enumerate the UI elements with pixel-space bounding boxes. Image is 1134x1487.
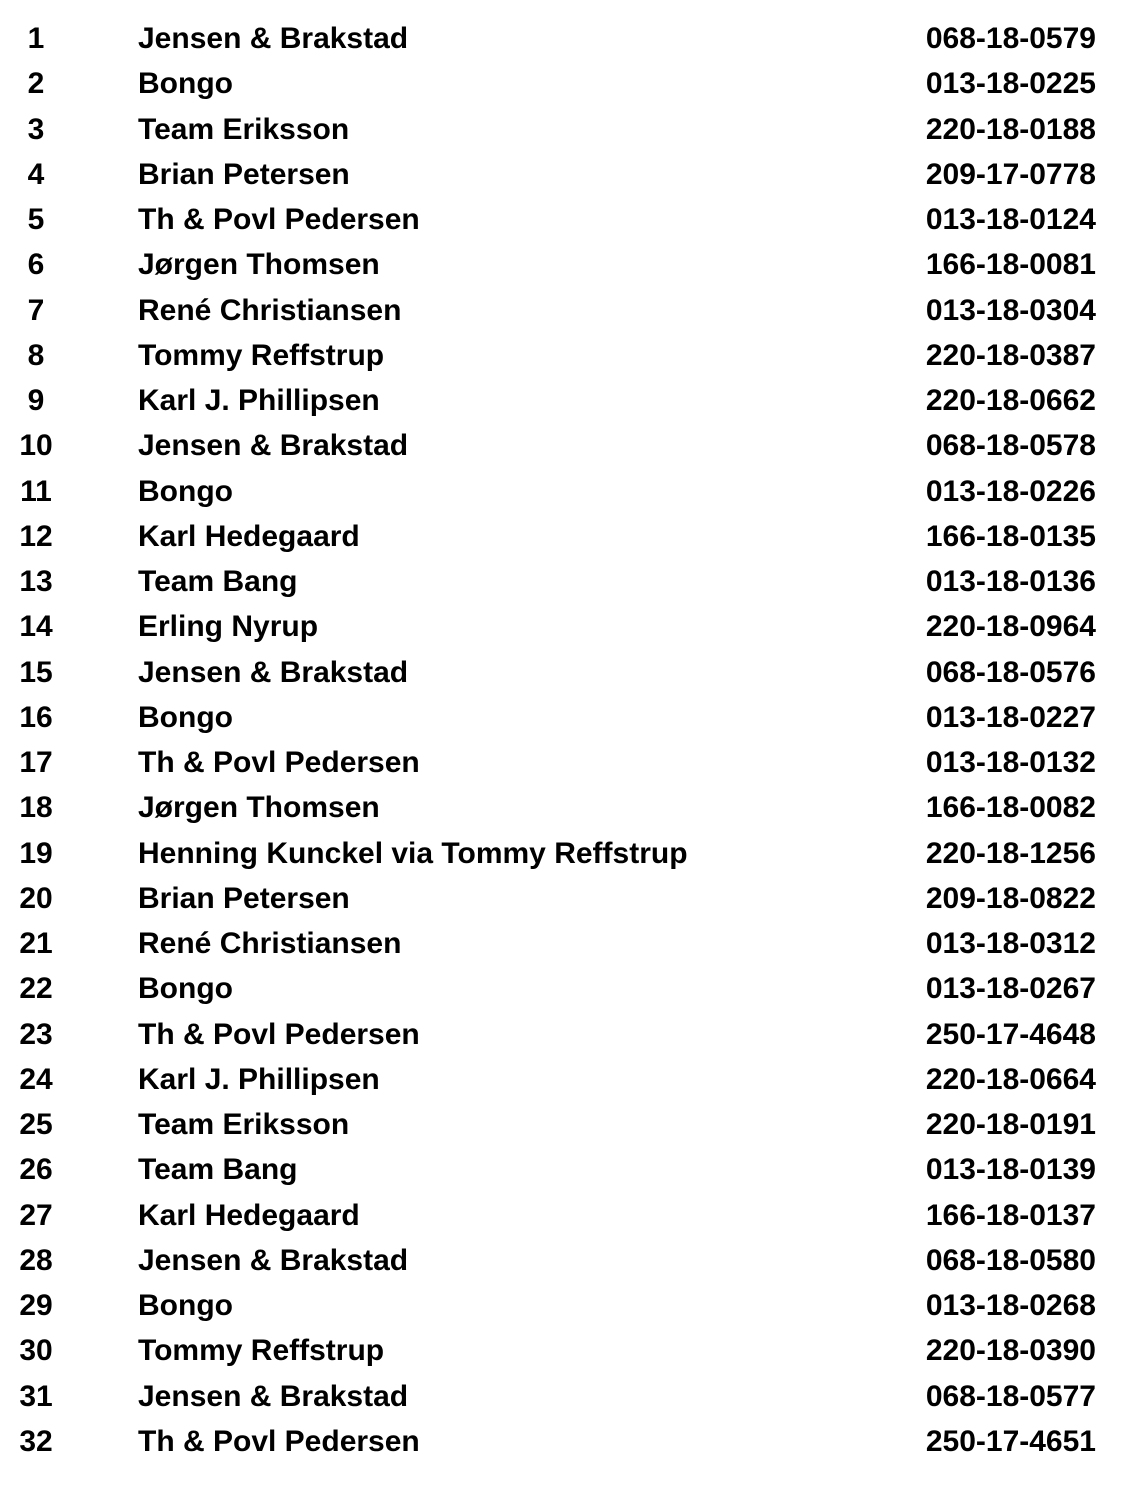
row-name: Karl J. Phillipsen xyxy=(138,384,380,417)
row-name: Th & Povl Pedersen xyxy=(138,203,420,236)
row-name: Team Bang xyxy=(138,565,298,598)
row-code: 013-18-0227 xyxy=(925,700,1096,734)
row-number: 32 xyxy=(19,1424,53,1458)
row-number: 23 xyxy=(19,1017,53,1051)
row-code: 220-18-0964 xyxy=(925,610,1096,644)
row-name: Bongo xyxy=(138,700,233,734)
list-row xyxy=(0,1012,1134,1057)
row-code: 013-18-0139 xyxy=(925,1153,1096,1187)
list-row xyxy=(0,469,1134,514)
list-row xyxy=(0,966,1134,1011)
row-number: 9 xyxy=(27,384,45,417)
list-row xyxy=(0,876,1134,921)
row-number: 26 xyxy=(19,1153,53,1187)
row-name: Brian Petersen xyxy=(138,157,350,191)
row-code: 013-18-0268 xyxy=(925,1289,1096,1322)
row-number: 8 xyxy=(27,338,45,372)
row-number: 14 xyxy=(19,610,53,644)
list-row xyxy=(0,740,1134,785)
row-name: Erling Nyrup xyxy=(138,610,319,644)
row-name: Karl J. Phillipsen xyxy=(138,1062,380,1096)
list-row xyxy=(0,378,1134,423)
row-number: 12 xyxy=(19,519,53,553)
row-code: 166-18-0082 xyxy=(925,791,1096,825)
row-name: Henning Kunckel via Tommy Reffstrup xyxy=(138,836,688,870)
row-code: 220-18-0188 xyxy=(925,112,1096,146)
row-number: 19 xyxy=(19,836,53,870)
row-number: 15 xyxy=(19,655,53,689)
list-row xyxy=(0,785,1134,830)
row-number: 3 xyxy=(27,112,45,146)
row-code: 220-18-0387 xyxy=(925,338,1096,372)
list-row xyxy=(0,107,1134,152)
row-code: 068-18-0580 xyxy=(925,1243,1096,1277)
row-name: Team Bang xyxy=(138,1153,298,1187)
row-code: 013-18-0132 xyxy=(925,746,1096,779)
row-code: 068-18-0578 xyxy=(925,429,1096,463)
row-number: 17 xyxy=(19,746,53,779)
entry-list xyxy=(0,16,1134,1464)
list-row xyxy=(0,604,1134,649)
row-code: 013-18-0267 xyxy=(925,972,1096,1006)
row-name: Bongo xyxy=(138,474,233,508)
row-number: 30 xyxy=(19,1334,53,1368)
row-name: Th & Povl Pedersen xyxy=(138,1017,420,1051)
row-name: Jensen & Brakstad xyxy=(138,429,409,463)
row-name: Th & Povl Pedersen xyxy=(138,1424,420,1458)
list-row xyxy=(0,152,1134,197)
list-row xyxy=(0,559,1134,604)
list-row xyxy=(0,1283,1134,1328)
row-code: 166-18-0081 xyxy=(925,248,1096,282)
row-name: Karl Hedegaard xyxy=(138,1198,360,1232)
list-row xyxy=(0,1374,1134,1419)
list-row xyxy=(0,695,1134,740)
row-name: Tommy Reffstrup xyxy=(138,338,385,372)
row-code: 068-18-0577 xyxy=(925,1379,1096,1413)
row-number: 28 xyxy=(19,1243,53,1277)
row-code: 209-17-0778 xyxy=(925,157,1096,191)
row-number: 7 xyxy=(27,293,45,327)
list-row xyxy=(0,1328,1134,1373)
row-code: 068-18-0579 xyxy=(925,22,1096,55)
list-row xyxy=(0,1193,1134,1238)
row-name: Team Eriksson xyxy=(138,1108,350,1141)
row-number: 31 xyxy=(19,1379,53,1413)
row-number: 25 xyxy=(19,1108,53,1141)
row-name: Tommy Reffstrup xyxy=(138,1334,385,1368)
list-row xyxy=(0,1057,1134,1102)
row-code: 250-17-4651 xyxy=(925,1424,1096,1458)
row-number: 6 xyxy=(27,248,45,282)
row-name: René Christiansen xyxy=(138,927,402,960)
row-code: 220-18-0191 xyxy=(925,1108,1096,1141)
row-code: 220-18-0664 xyxy=(925,1062,1096,1096)
row-number: 16 xyxy=(19,700,53,734)
row-number: 24 xyxy=(19,1062,53,1096)
list-row xyxy=(0,242,1134,287)
row-name: Bongo xyxy=(138,1289,233,1322)
row-code: 220-18-0390 xyxy=(925,1334,1096,1368)
row-name: Karl Hedegaard xyxy=(138,519,360,553)
row-name: Team Eriksson xyxy=(138,112,350,146)
row-code: 166-18-0135 xyxy=(925,519,1096,553)
list-row xyxy=(0,333,1134,378)
row-number: 1 xyxy=(27,22,45,55)
row-code: 013-18-0124 xyxy=(925,203,1096,236)
row-number: 4 xyxy=(27,157,45,191)
row-code: 013-18-0304 xyxy=(925,293,1096,327)
row-code: 013-18-0225 xyxy=(925,67,1096,101)
row-code: 013-18-0226 xyxy=(925,474,1096,508)
row-number: 20 xyxy=(19,881,53,915)
list-row xyxy=(0,921,1134,966)
list-row xyxy=(0,61,1134,106)
list-row xyxy=(0,288,1134,333)
list-row xyxy=(0,650,1134,695)
row-code: 068-18-0576 xyxy=(925,655,1096,689)
list-row xyxy=(0,831,1134,876)
row-name: René Christiansen xyxy=(138,293,402,327)
list-row xyxy=(0,1102,1134,1147)
row-code: 013-18-0136 xyxy=(925,565,1096,598)
row-name: Jensen & Brakstad xyxy=(138,22,409,55)
row-code: 250-17-4648 xyxy=(925,1017,1096,1051)
list-row xyxy=(0,16,1134,61)
row-name: Jensen & Brakstad xyxy=(138,1243,409,1277)
row-name: Jensen & Brakstad xyxy=(138,1379,409,1413)
row-number: 27 xyxy=(19,1198,53,1232)
row-number: 2 xyxy=(27,67,45,101)
list-row xyxy=(0,423,1134,468)
row-number: 29 xyxy=(19,1289,53,1322)
row-code: 220-18-1256 xyxy=(925,836,1096,870)
list-row xyxy=(0,514,1134,559)
row-code: 209-18-0822 xyxy=(925,881,1096,915)
row-name: Bongo xyxy=(138,972,233,1006)
row-number: 5 xyxy=(27,203,45,236)
row-name: Jensen & Brakstad xyxy=(138,655,409,689)
list-row xyxy=(0,197,1134,242)
row-number: 22 xyxy=(19,972,53,1006)
row-code: 166-18-0137 xyxy=(925,1198,1096,1232)
row-name: Th & Povl Pedersen xyxy=(138,746,420,779)
row-name: Brian Petersen xyxy=(138,881,350,915)
row-code: 220-18-0662 xyxy=(925,384,1096,417)
row-number: 10 xyxy=(19,429,53,463)
list-row xyxy=(0,1419,1134,1464)
list-row xyxy=(0,1238,1134,1283)
list-row xyxy=(0,1147,1134,1192)
row-number: 11 xyxy=(20,474,52,508)
row-name: Bongo xyxy=(138,67,233,101)
row-code: 013-18-0312 xyxy=(925,927,1096,960)
row-number: 18 xyxy=(19,791,53,825)
row-number: 21 xyxy=(19,927,53,960)
row-name: Jørgen Thomsen xyxy=(138,248,380,282)
row-name: Jørgen Thomsen xyxy=(138,791,380,825)
row-number: 13 xyxy=(19,565,53,598)
